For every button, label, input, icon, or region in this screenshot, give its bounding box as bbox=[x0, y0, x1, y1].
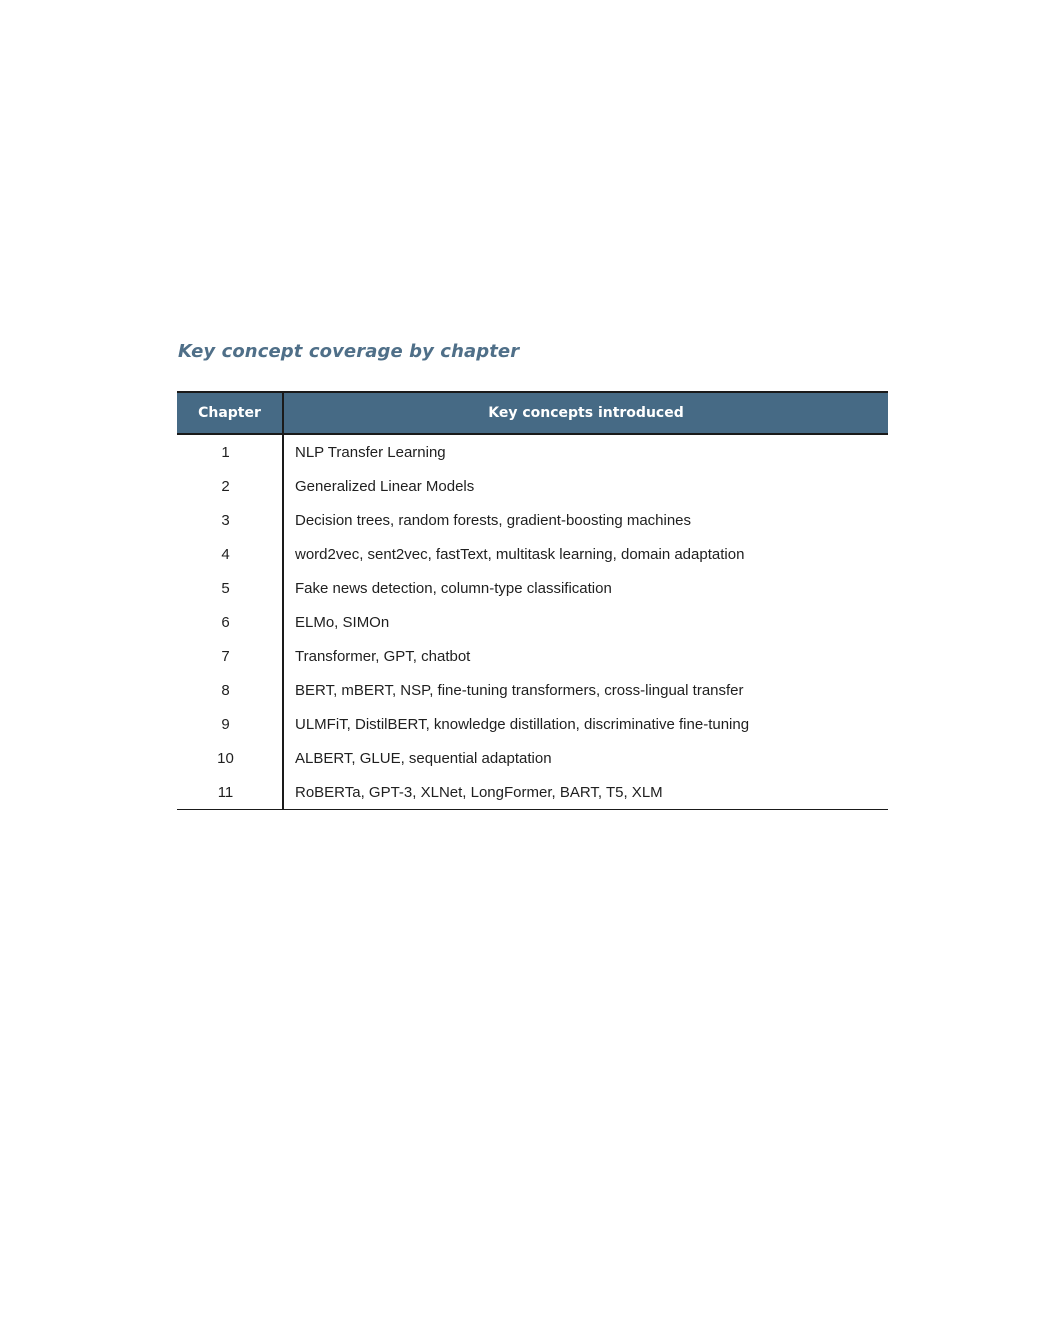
table-row bbox=[177, 571, 888, 605]
chapter-number: 5 bbox=[177, 571, 283, 605]
chapter-number: 7 bbox=[177, 639, 283, 673]
key-concepts: ALBERT, GLUE, sequential adaptation bbox=[295, 749, 552, 767]
table-body bbox=[177, 434, 888, 810]
chapter-number: 10 bbox=[177, 741, 283, 775]
chapter-number: 2 bbox=[177, 469, 283, 503]
table-row bbox=[177, 707, 888, 741]
chapter-number: 4 bbox=[177, 537, 283, 571]
concept-coverage-table bbox=[177, 391, 888, 810]
key-concepts: Generalized Linear Models bbox=[295, 477, 475, 495]
table-row bbox=[177, 503, 888, 537]
table-row bbox=[177, 775, 888, 810]
key-concepts: ULMFiT, DistilBERT, knowledge distillation, discriminative fine-tuning bbox=[295, 715, 750, 733]
header-key-concepts: Key concepts introduced bbox=[283, 392, 888, 434]
key-concepts: NLP Transfer Learning bbox=[295, 443, 446, 461]
table-row bbox=[177, 673, 888, 707]
key-concepts: Transformer, GPT, chatbot bbox=[295, 647, 471, 665]
table-row bbox=[177, 537, 888, 571]
table-row bbox=[177, 639, 888, 673]
chapter-number: 9 bbox=[177, 707, 283, 741]
header-row bbox=[177, 392, 888, 434]
key-concepts: word2vec, sent2vec, fastText, multitask learning, domain adaptation bbox=[295, 545, 745, 563]
table-row bbox=[177, 469, 888, 503]
chapter-number: 8 bbox=[177, 673, 283, 707]
table-header bbox=[177, 392, 888, 434]
key-concepts: Decision trees, random forests, gradient-boosting machines bbox=[295, 511, 692, 529]
chapter-number: 1 bbox=[177, 434, 283, 469]
table-row bbox=[177, 434, 888, 469]
table-row bbox=[177, 741, 888, 775]
key-concepts: BERT, mBERT, NSP, fine-tuning transformers, cross-lingual transfer bbox=[295, 681, 744, 699]
chapter-number: 3 bbox=[177, 503, 283, 537]
chapter-number: 11 bbox=[177, 775, 283, 810]
table-row bbox=[177, 605, 888, 639]
chapter-number: 6 bbox=[177, 605, 283, 639]
key-concepts: RoBERTa, GPT-3, XLNet, LongFormer, BART, T5, XLM bbox=[283, 775, 888, 810]
key-concepts: Fake news detection, column-type classification bbox=[295, 579, 612, 597]
table-caption: Key concept coverage by chapter bbox=[178, 341, 520, 362]
key-concepts: ELMo, SIMOn bbox=[295, 613, 390, 631]
header-chapter: Chapter bbox=[177, 392, 283, 434]
